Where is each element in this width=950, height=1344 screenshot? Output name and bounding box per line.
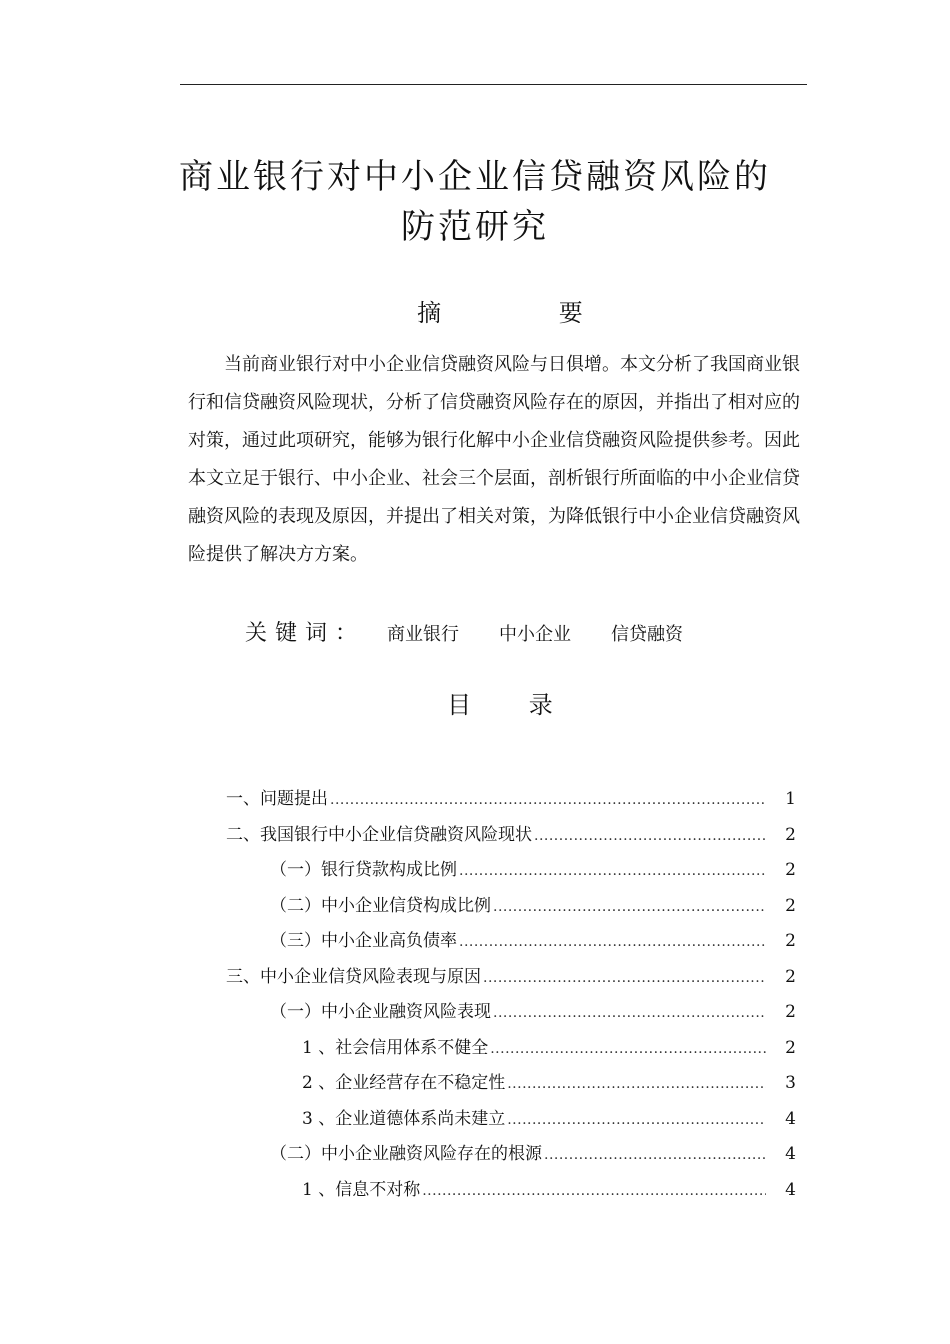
toc-entry-page: 4 [785,1108,796,1129]
toc-entry-page: 2 [785,860,796,880]
header-rule [180,84,807,85]
toc-entry-page: 2 [785,966,796,987]
toc-heading: 目 录 [447,691,553,719]
toc-entry-title: 3 、企业道德体系尚未建立 [302,1108,506,1129]
toc-entry[interactable] [226,1175,796,1211]
toc-dot-leader [330,792,766,808]
toc-entry-page: 2 [785,1002,796,1022]
toc-entry-page: 1 [785,789,796,809]
toc-dot-leader [493,1005,766,1021]
toc-dot-leader [507,1112,766,1128]
toc-entry-title: （二）中小企业信贷构成比例 [270,895,491,916]
toc-entry[interactable] [226,891,796,927]
toc-entry[interactable] [226,784,796,820]
toc-entry-page: 4 [785,1179,796,1200]
toc-entry-page: 2 [785,1037,796,1058]
toc-entry-title: 2 、企业经营存在不稳定性 [302,1073,506,1093]
toc-dot-leader [422,1183,766,1199]
document-title-line-2: 防范研究 [401,207,549,247]
toc-dot-leader [483,970,766,986]
toc-entry-page: 2 [785,824,796,845]
toc-dot-leader [459,934,766,950]
document-title [150,152,800,252]
toc-entry[interactable] [226,926,796,962]
abstract-body: 当前商业银行对中小企业信贷融资风险与日俱增。本文分析了我国商业银行和信贷融资风险现状，分析了信贷融资风险存在的原因，并指出了相对应的对策，通过此项研究，能够为银行化解中小企业信贷融资风险提供参考。因此本文立足于银行、中小企业、社会三个层面，剖析银行所面临的中小企业信贷融资风险的表现及原因，并提出了相关对策，为降低银行中小企业信贷融资风险提供了解决方方案。 [188,354,800,565]
toc-entry-page: 4 [785,1144,796,1164]
document-title-line-1: 商业银行对中小企业信贷融资风险的 [179,157,771,197]
keyword-item: 商业银行 [387,624,460,645]
abstract-heading: 摘 要 [417,299,583,327]
toc-entry[interactable] [226,1068,796,1104]
toc-entry-title: 三、中小企业信贷风险表现与原因 [226,966,481,987]
toc-entry[interactable] [226,1139,796,1175]
toc-dot-leader [507,1076,766,1092]
toc-entry-page: 3 [785,1073,796,1093]
toc-entry-title: 1 、信息不对称 [302,1179,421,1200]
toc-entry-page: 2 [785,931,796,951]
keywords-line [245,616,723,652]
toc-entry[interactable] [226,997,796,1033]
toc-dot-leader [534,828,766,844]
toc-dot-leader [493,899,766,915]
toc-entry[interactable] [226,820,796,856]
toc-dot-leader [544,1147,766,1163]
toc-dot-leader [490,1041,766,1057]
toc-dot-leader [459,863,766,879]
toc-entry-page: 2 [785,895,796,916]
toc-entry-title: 一、问题提出 [226,789,328,809]
keyword-item: 信贷融资 [611,624,684,645]
toc-entry[interactable] [226,855,796,891]
toc-entry-title: （一）银行贷款构成比例 [270,860,457,880]
toc-entry-title: 1 、社会信用体系不健全 [302,1037,489,1058]
table-of-contents [226,784,796,1210]
toc-entry-title: （二）中小企业融资风险存在的根源 [270,1144,542,1164]
toc-entry-title: （三）中小企业高负债率 [270,931,457,951]
toc-entry[interactable] [226,1033,796,1069]
keyword-item: 中小企业 [499,624,572,645]
toc-entry[interactable] [226,1104,796,1140]
toc-entry[interactable] [226,962,796,998]
keywords-label: 关键词： [245,621,366,646]
toc-entry-title: （一）中小企业融资风险表现 [270,1002,491,1022]
toc-entry-title: 二、我国银行中小企业信贷融资风险现状 [226,824,532,845]
